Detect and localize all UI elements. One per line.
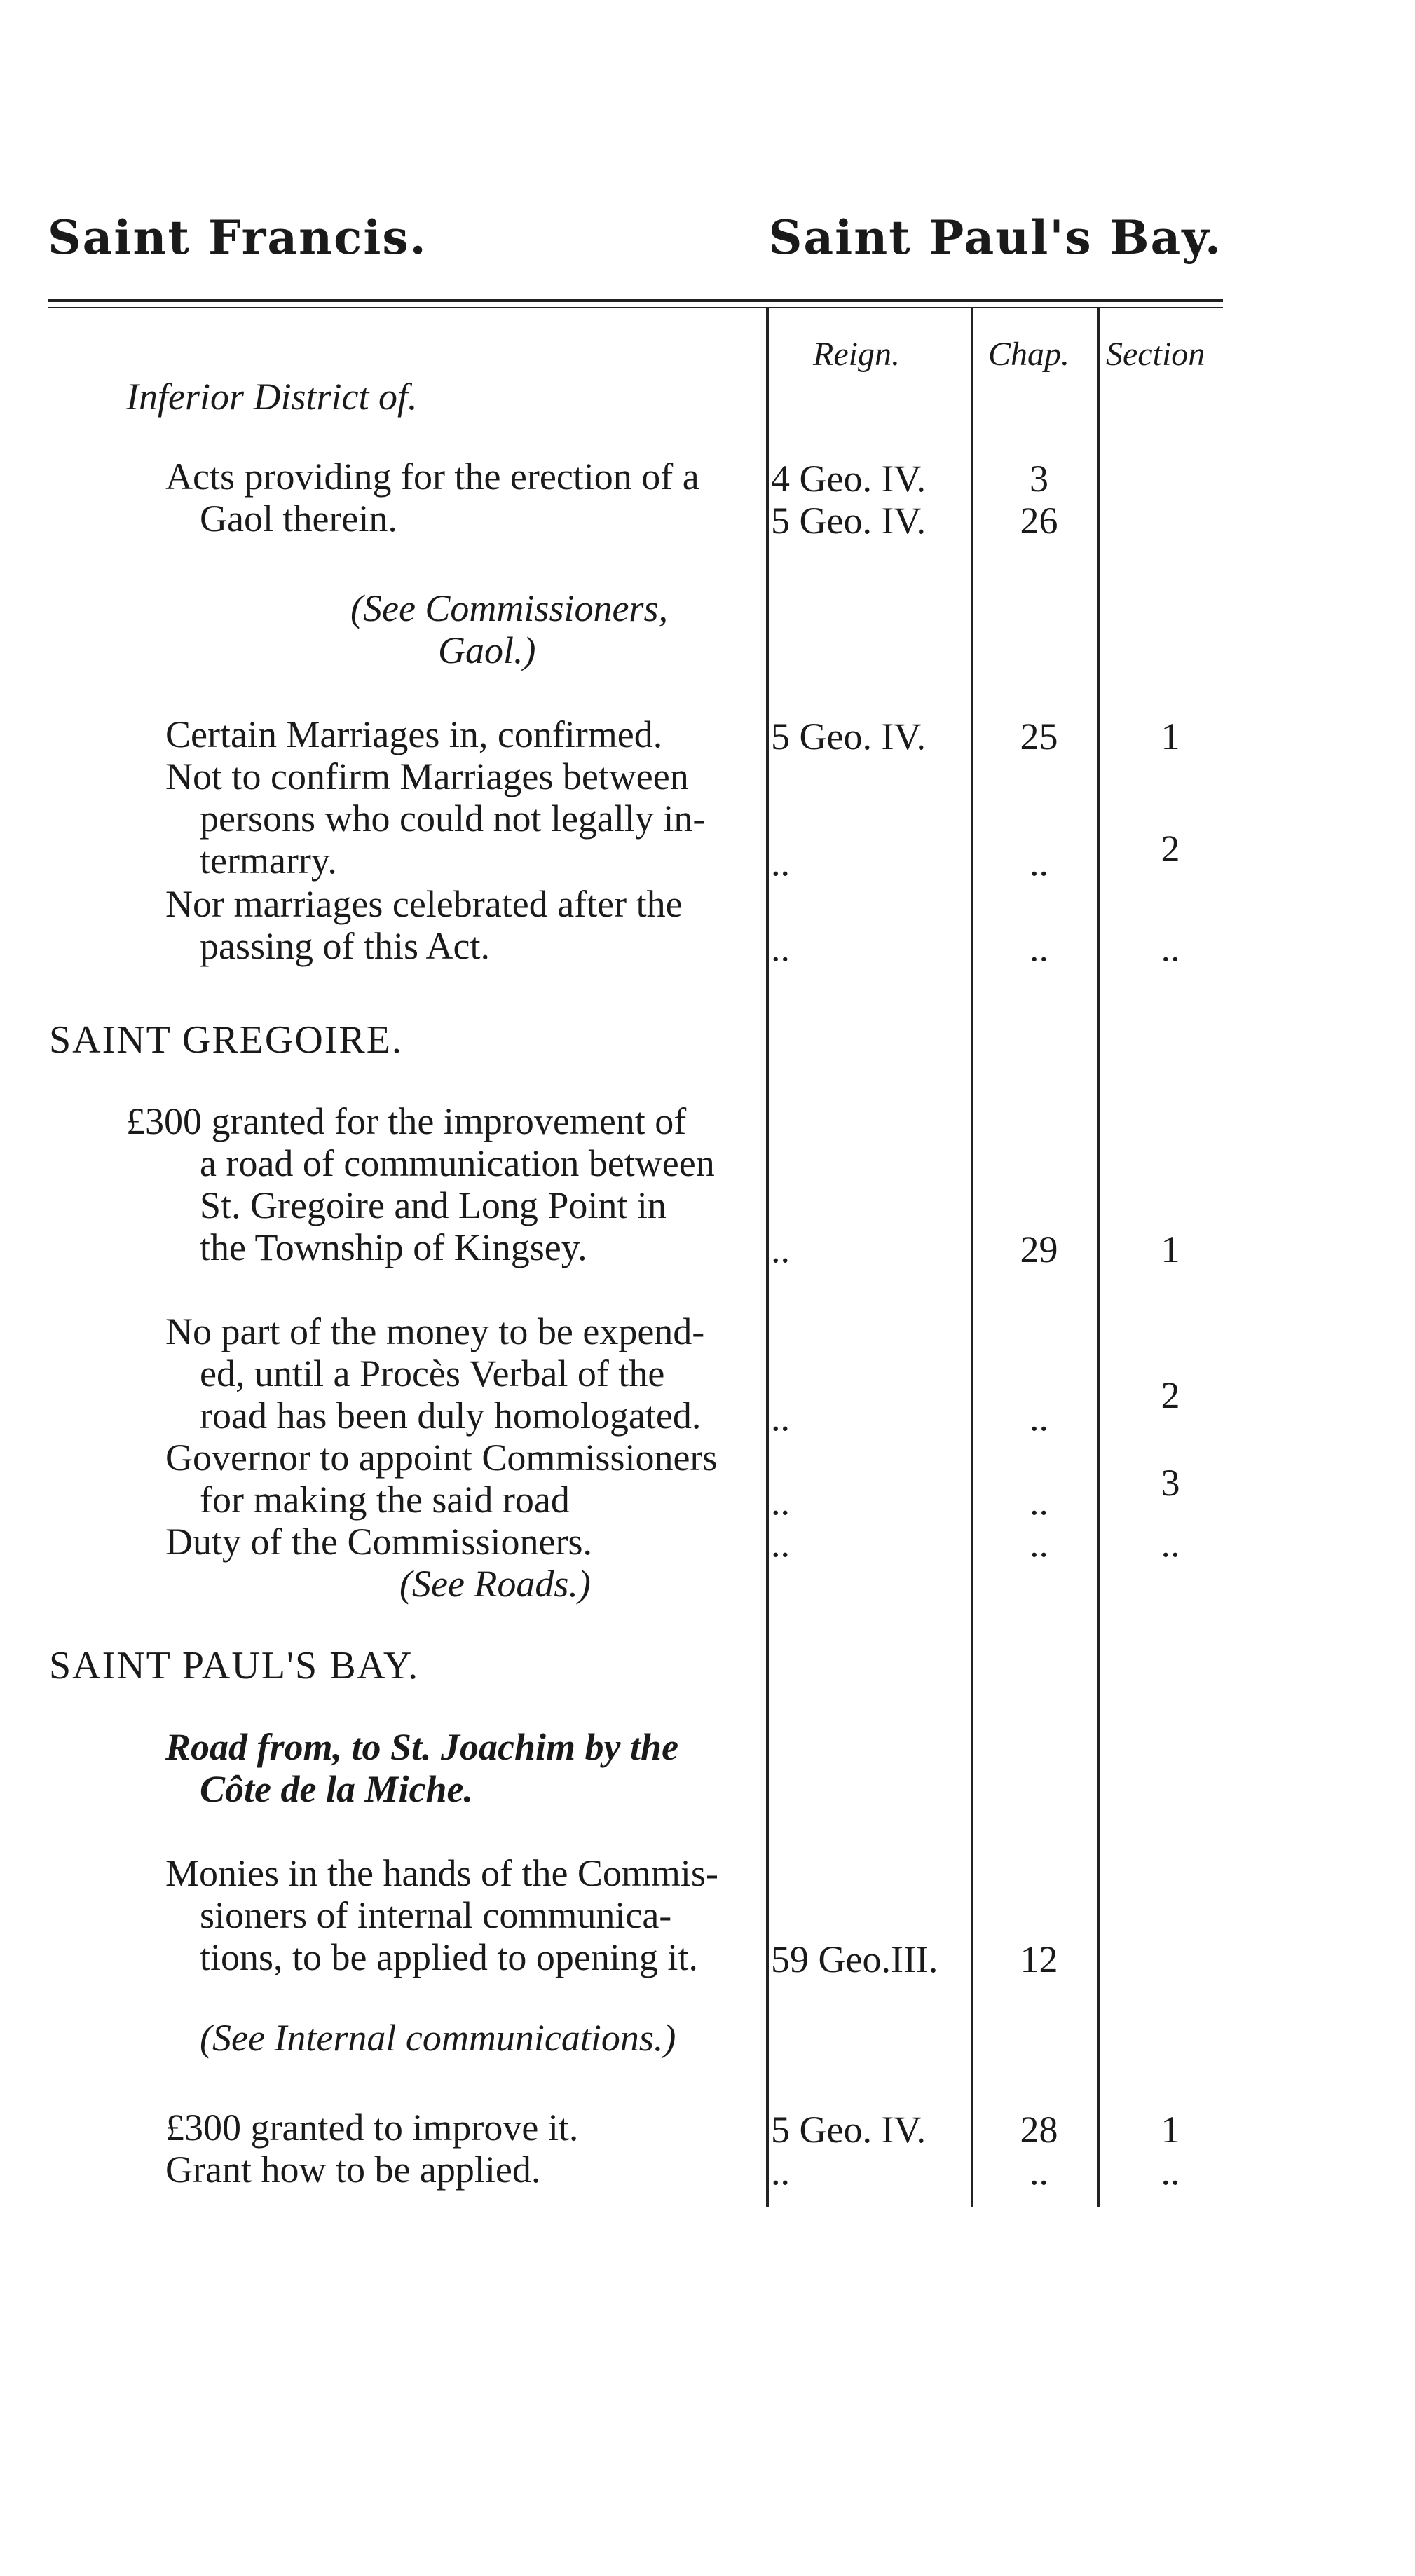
reign-cell: 5 Geo. IV.	[771, 715, 926, 758]
header-rule-thin	[48, 307, 1223, 308]
section-cell: ..	[1161, 2151, 1180, 2193]
entry-line: road has been duly homologated.	[200, 1395, 702, 1437]
reign-cell: ..	[771, 2151, 790, 2193]
entry-line: the Township of Kingsey.	[200, 1226, 587, 1268]
entry-line: Not to confirm Marriages between	[165, 755, 689, 797]
reign-cell: 4 Geo. IV.	[771, 458, 926, 500]
section-cell: ..	[1161, 1523, 1180, 1565]
section-cell: 2	[1161, 828, 1180, 870]
header-rule-thick	[48, 299, 1223, 302]
column-heading-reign: Reign.	[813, 336, 900, 373]
reign-cell: ..	[771, 1481, 790, 1523]
entry-subheading: Côte de la Miche.	[200, 1768, 473, 1810]
chap-cell: 26	[1020, 500, 1058, 542]
chap-cell: 28	[1020, 2109, 1058, 2151]
entry-line: passing of this Act.	[200, 925, 490, 967]
see-reference: Gaol.)	[438, 629, 536, 671]
running-header-right: Saint Paul's Bay.	[768, 210, 1222, 265]
see-reference: (See Roads.)	[399, 1563, 591, 1605]
column-heading-chap: Chap.	[988, 336, 1070, 373]
chap-cell: 12	[1020, 1938, 1058, 1980]
see-reference: (See Internal communications.)	[200, 2017, 676, 2059]
reign-cell: ..	[771, 927, 790, 969]
entry-line: £300 granted for the improvement of	[126, 1100, 687, 1142]
entry-line: Nor marriages celebrated after the	[165, 883, 683, 925]
entry-line: for making the said road	[200, 1479, 570, 1521]
chap-cell: 29	[1020, 1228, 1058, 1270]
chap-cell: ..	[1030, 2151, 1048, 2193]
entry-line: tions, to be applied to opening it.	[200, 1936, 698, 1978]
chap-cell: ..	[1030, 1397, 1048, 1439]
reign-cell: 59 Geo.III.	[771, 1938, 938, 1980]
entry-line: Gaol therein.	[200, 498, 397, 540]
entry-line: termarry.	[200, 840, 337, 882]
entry-line: Duty of the Commissioners.	[165, 1521, 592, 1563]
reign-cell: ..	[771, 1397, 790, 1439]
entry-line: Grant how to be applied.	[165, 2149, 541, 2191]
section-cell: 1	[1161, 1228, 1180, 1270]
entry-heading-inferior-district: Inferior District of.	[126, 376, 418, 418]
chap-cell: ..	[1030, 842, 1048, 884]
reign-cell: ..	[771, 1228, 790, 1270]
chap-cell: ..	[1030, 927, 1048, 969]
entry-line: Certain Marriages in, confirmed.	[165, 713, 663, 755]
see-reference: (See Commissioners,	[350, 587, 668, 629]
entry-line: Monies in the hands of the Commis-	[165, 1852, 718, 1894]
reign-cell: ..	[771, 1523, 790, 1565]
column-divider-text-reign	[766, 308, 769, 2207]
chap-cell: ..	[1030, 1523, 1048, 1565]
entry-subheading: Road from, to St. Joachim by the	[165, 1726, 679, 1768]
chap-cell: 25	[1020, 715, 1058, 758]
chap-cell: 3	[1030, 458, 1048, 500]
entry-line: ed, until a Procès Verbal of the	[200, 1352, 665, 1395]
section-cell: ..	[1161, 927, 1180, 969]
section-cell: 3	[1161, 1462, 1180, 1504]
chap-cell: ..	[1030, 1481, 1048, 1523]
reign-cell: ..	[771, 842, 790, 884]
entry-line: St. Gregoire and Long Point in	[200, 1184, 667, 1226]
section-cell: 1	[1161, 2109, 1180, 2151]
reign-cell: 5 Geo. IV.	[771, 2109, 926, 2151]
entry-line: Acts providing for the erection of a	[165, 455, 699, 498]
entry-line: £300 granted to improve it.	[165, 2106, 579, 2149]
section-cell: 2	[1161, 1374, 1180, 1416]
running-header-left: Saint Francis.	[48, 210, 428, 265]
column-heading-section: Section	[1106, 336, 1205, 373]
section-title-saint-gregoire: SAINT GREGOIRE.	[49, 1018, 403, 1062]
entry-line: sioners of internal communica-	[200, 1894, 672, 1936]
entry-line: Governor to appoint Commissioners	[165, 1437, 718, 1479]
section-title-saint-pauls-bay: SAINT PAUL'S BAY.	[49, 1644, 420, 1687]
section-cell: 1	[1161, 715, 1180, 758]
entry-line: a road of communication between	[200, 1142, 715, 1184]
reign-cell: 5 Geo. IV.	[771, 500, 926, 542]
entry-line: No part of the money to be expend-	[165, 1310, 705, 1352]
entry-line: persons who could not legally in-	[200, 797, 706, 840]
